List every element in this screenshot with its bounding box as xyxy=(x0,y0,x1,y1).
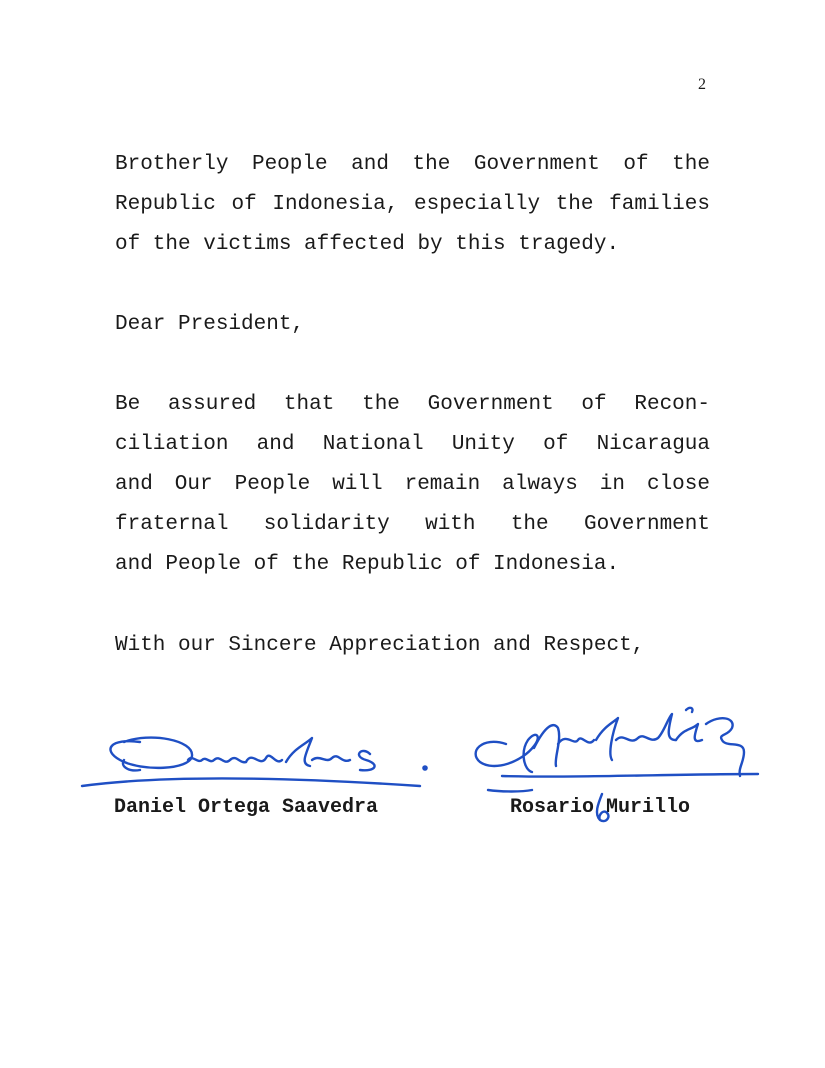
paragraph-line: fraternal solidarity with the Government xyxy=(115,513,710,536)
paragraph-line: Republic of Indonesia, especially the families xyxy=(115,193,710,216)
signature-right-flourish xyxy=(590,790,620,830)
paragraph-line: and People of the Republic of Indonesia. xyxy=(115,553,620,576)
closing-line: With our Sincere Appreciation and Respect, xyxy=(115,634,645,657)
paragraph-line: Be assured that the Government of Recon- xyxy=(115,393,710,416)
signatory-name-left: Daniel Ortega Saavedra xyxy=(114,796,379,819)
paragraph-line: and Our People will remain always in close xyxy=(115,473,710,496)
paragraph-line: ciliation and National Unity of Nicaragua xyxy=(115,433,710,456)
page-number: 2 xyxy=(698,76,706,93)
salutation: Dear President, xyxy=(115,313,305,336)
paragraph-line: Brotherly People and the Government of the xyxy=(115,153,710,176)
signatory-name-right: Rosario Murillo xyxy=(510,796,691,819)
paragraph-assurance xyxy=(115,385,710,585)
paragraph-continuation xyxy=(115,145,710,265)
paragraph-line: of the victims affected by this tragedy. xyxy=(115,233,620,256)
